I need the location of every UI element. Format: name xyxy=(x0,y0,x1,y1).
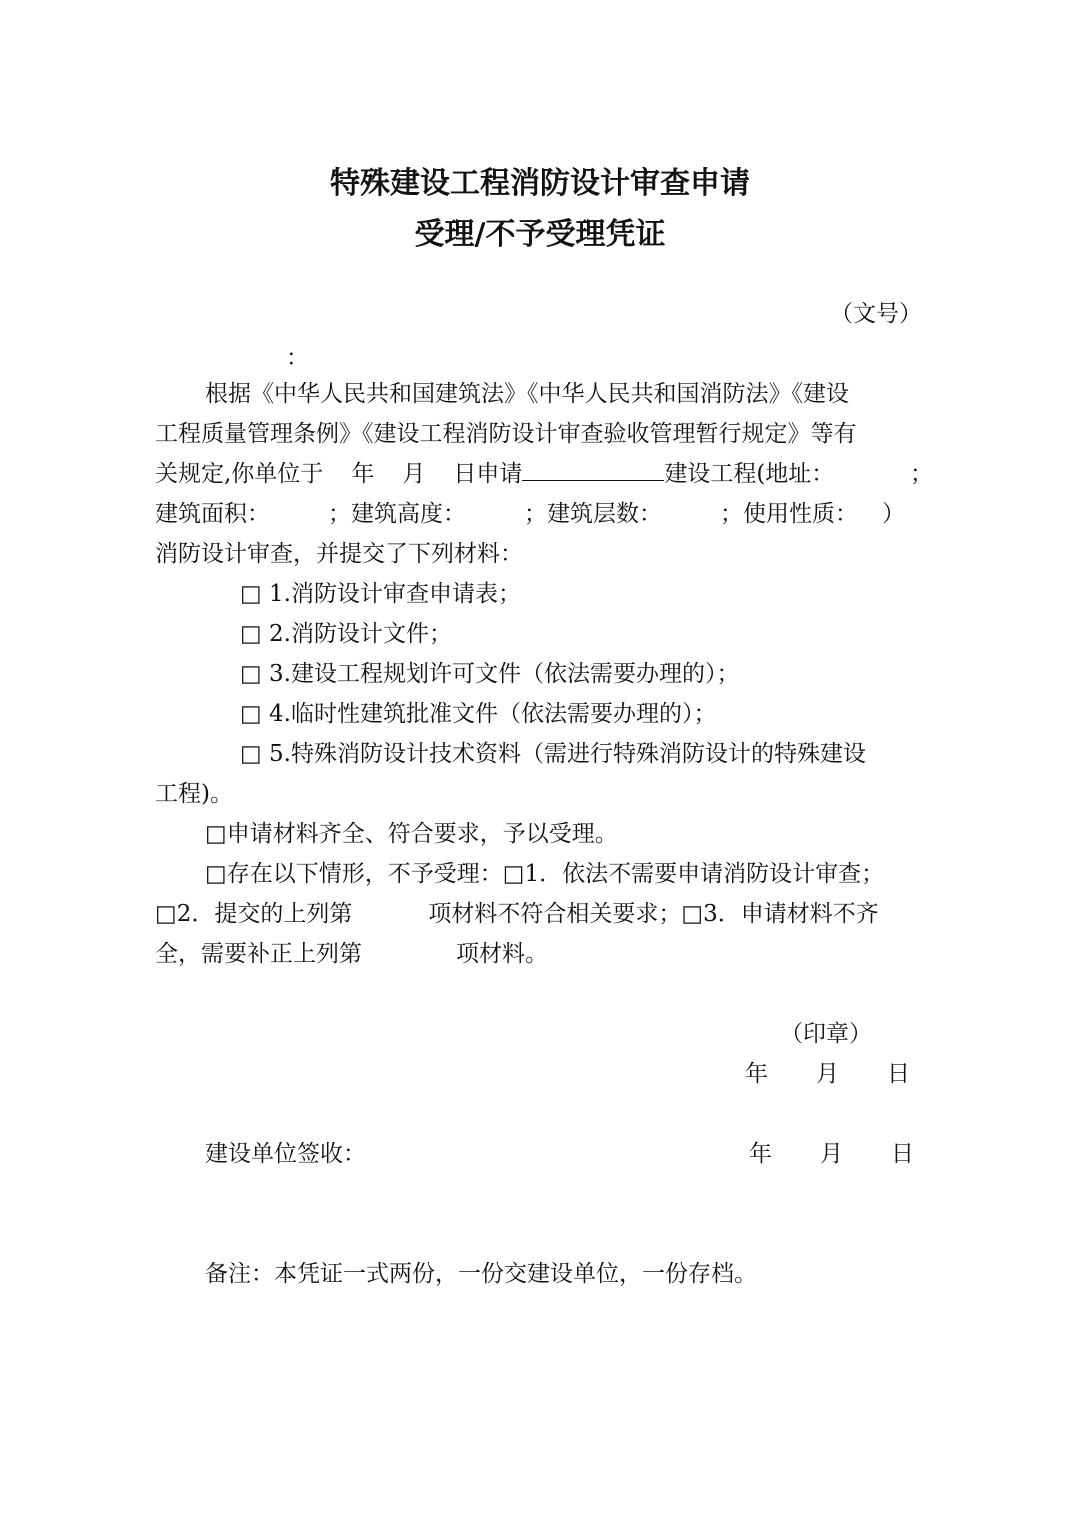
seal-day: 日 xyxy=(887,1061,910,1087)
material-item-continuation: 工程)。 xyxy=(155,781,233,807)
reject-checkbox[interactable]: □存在以下情形，不予受理：□1．依法不需要申请消防设计审查； xyxy=(205,861,885,887)
receipt-year: 年 xyxy=(749,1141,772,1167)
building-info-line xyxy=(155,498,905,530)
seal-date xyxy=(745,1058,910,1090)
receipt-signature-label: 建设单位签收： xyxy=(205,1141,366,1167)
paragraph-line xyxy=(205,378,927,410)
material-checkbox-item[interactable]: □ 2.消防设计文件； xyxy=(240,621,452,647)
material-checkbox-item[interactable]: □ 5.特殊消防设计技术资料（需进行特殊消防设计的特殊建设 xyxy=(240,741,866,767)
material-checkbox-item[interactable]: □ 1.消防设计审查申请表； xyxy=(240,581,521,607)
closing-paren: ） xyxy=(882,501,905,527)
accept-checkbox[interactable]: □申请材料齐全、符合要求，予以受理。 xyxy=(205,821,618,847)
document-number: （文号） xyxy=(830,301,922,327)
paragraph-line: 消防设计审查，并提交了下列材料： xyxy=(155,541,523,567)
height-label: ；建筑高度： xyxy=(328,501,466,527)
day-apply-label: 日申请 xyxy=(453,461,523,487)
receipt-day: 日 xyxy=(891,1141,914,1167)
document-title-line-2: 受理/不予受理凭证 xyxy=(414,217,666,252)
use-label: ；使用性质： xyxy=(720,501,858,527)
month-label: 月 xyxy=(402,461,426,487)
reject-reason-2-end: 项材料不符合相关要求；□3．申请材料不齐 xyxy=(428,901,879,927)
receipt-month: 月 xyxy=(820,1141,843,1167)
receipt-date xyxy=(749,1138,914,1170)
year-label: 年 xyxy=(351,461,375,487)
area-label: 建筑面积： xyxy=(155,501,270,527)
reject-reason-3-tail: 项材料。 xyxy=(456,941,548,967)
reject-reason-line xyxy=(155,938,548,970)
date-prefix: 关规定,你单位于 xyxy=(155,461,324,487)
paragraph-line: 工程质量管理条例》《建设工程消防设计审查验收管理暂行规定》等有 xyxy=(155,421,857,447)
address-end-semicolon: ； xyxy=(910,461,933,487)
application-date-line xyxy=(155,458,834,490)
seal-year: 年 xyxy=(745,1061,768,1087)
addressee-colon: ： xyxy=(286,345,309,371)
material-checkbox-item[interactable]: □ 3.建设工程规划许可文件（依法需要办理的）； xyxy=(240,661,740,687)
project-address-label: 建设工程(地址： xyxy=(664,461,835,487)
document-title-line-1: 特殊建设工程消防设计审查申请 xyxy=(330,166,750,201)
reject-reason-line xyxy=(155,898,879,930)
seal-label: （印章） xyxy=(780,1021,872,1047)
seal-month: 月 xyxy=(816,1061,839,1087)
project-name-blank xyxy=(522,458,664,481)
remark-note: 备注：本凭证一式两份，一份交建设单位，一份存档。 xyxy=(205,1261,757,1287)
material-checkbox-item[interactable]: □ 4.临时性建筑批准文件（依法需要办理的）； xyxy=(240,701,717,727)
reject-reason-2[interactable]: □2．提交的上列第 xyxy=(155,901,353,927)
floors-label: ；建筑层数： xyxy=(524,501,662,527)
paragraph-text: 根据《中华人民共和国建筑法》《中华人民共和国消防法》《建设 xyxy=(205,381,849,407)
reject-reason-3-end: 全，需要补正上列第 xyxy=(155,941,362,967)
